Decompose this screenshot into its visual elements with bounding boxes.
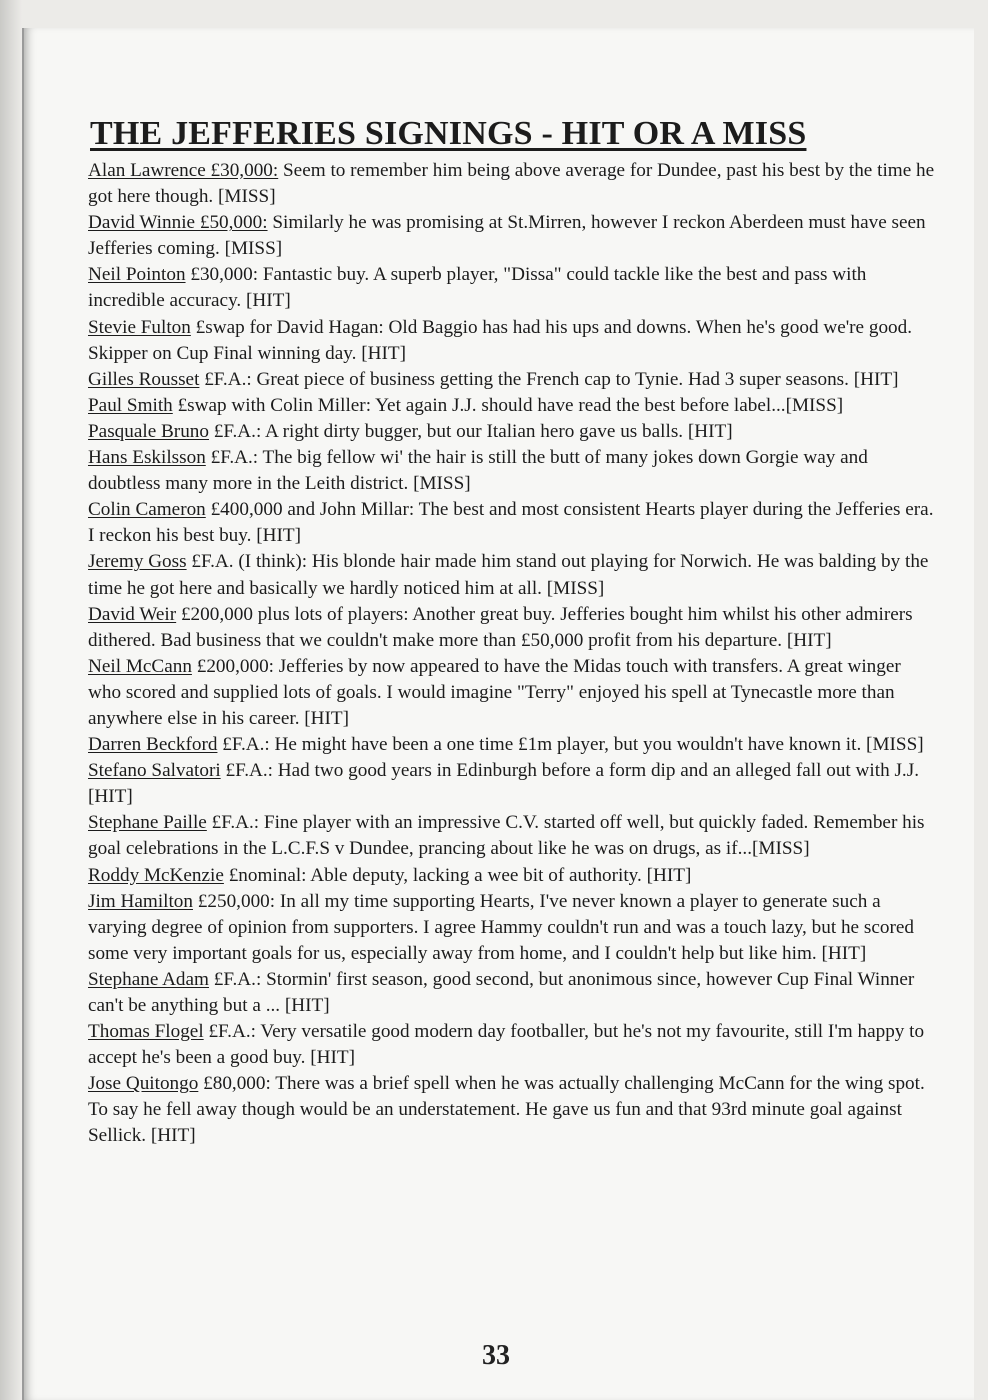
player-name: Neil McCann (88, 655, 192, 677)
signing-comment: £nominal: Able deputy, lacking a wee bit of authority. [HIT] (223, 864, 692, 886)
player-name: Hans Eskilsson (88, 447, 206, 469)
player-name: Stephane Adam (88, 968, 209, 990)
signing-comment: £F.A.: Stormin' first season, good second, but anonimous since, however Cup Final Winner can't be anything but a ... [HIT] (88, 968, 915, 1016)
signing-comment: £swap for David Hagan: Old Baggio has had his ups and downs. When he's good we're good. Skipper on Cup Final winning day. [HIT] (88, 316, 913, 364)
player-name: Thomas Flogel (88, 1021, 204, 1043)
player-name: Stefano Salvatori (88, 760, 221, 782)
article (88, 112, 938, 1150)
player-name: Jose Quitongo (88, 1073, 199, 1095)
signing-entry (88, 810, 938, 862)
article-title: THE JEFFERIES SIGNINGS - HIT OR A MISS (90, 115, 807, 152)
binding-shadow (0, 0, 22, 1400)
signing-entry (88, 419, 938, 445)
signing-comment: £30,000: Fantastic buy. A superb player, "Dissa" could tackle like the best and pass with incredible accuracy. [HIT] (88, 264, 867, 312)
player-name: Colin Cameron (88, 499, 206, 521)
signing-entry (88, 758, 938, 810)
player-name: Darren Beckford (88, 734, 218, 756)
signing-entry (88, 1019, 938, 1071)
signing-entry (88, 602, 938, 654)
player-name: Jim Hamilton (88, 890, 193, 912)
signing-comment: £F.A.: Fine player with an impressive C.V. started off well, but quickly faded. Remember his goal celebrations in the L.C.F.S v Dundee, prancing about like he was on drugs, as if...[MISS] (88, 812, 925, 860)
player-name: Paul Smith (88, 394, 173, 416)
signing-comment: £F.A.: Very versatile good modern day footballer, but he's not my favourite, still I'm happy to accept he's been a good buy. [HIT] (88, 1021, 925, 1069)
player-name: Stephane Paille (88, 812, 207, 834)
signing-comment: £200,000 plus lots of players: Another great buy. Jefferies bought him whilst his other admirers dithered. Bad business that we couldn't make more than £50,000 profit from his departure. [HIT] (88, 603, 913, 651)
signing-comment: £200,000: Jefferies by now appeared to have the Midas touch with transfers. A great winger who scored and supplied lots of goals. I would imagine "Terry" enjoyed his spell at Tynecastle more than anywhere else in his career. [HIT] (88, 655, 901, 729)
player-name: Pasquale Bruno (88, 420, 209, 442)
signing-entry (88, 889, 938, 967)
player-name: David Winnie £50,000: (88, 212, 268, 234)
signing-comment: £F.A.: He might have been a one time £1m player, but you wouldn't have known it. [MISS] (217, 734, 924, 756)
signing-entry (88, 549, 938, 601)
signing-entry (88, 210, 938, 262)
signing-entry (88, 367, 938, 393)
signing-comment: £F.A.: The big fellow wi' the hair is still the butt of many jokes down Gorgie way and doubtless many more in the Leith district. [MISS] (88, 447, 868, 495)
signing-comment: £80,000: There was a brief spell when he was actually challenging McCann for the wing spot. To say he fell away though would be an understatement. He gave us fun and that 93rd minute goal against Sellick. [HIT] (88, 1073, 925, 1147)
signing-entry (88, 158, 938, 210)
signings-list (88, 158, 938, 1150)
signing-entry (88, 654, 938, 732)
signing-entry (88, 1071, 938, 1149)
signing-entry (88, 497, 938, 549)
signing-comment: £F.A.: Great piece of business getting the French cap to Tynie. Had 3 super seasons. [HIT] (199, 368, 899, 390)
player-name: Jeremy Goss (88, 551, 187, 573)
signing-comment: £250,000: In all my time supporting Hearts, I've never known a player to generate such a varying degree of opinion from supporters. I agree Hammy couldn't run and was a touch lazy, but he scored some very important goals for us, especially away from home, and I couldn't help but like him. [HIT] (88, 890, 914, 964)
player-name: Neil Pointon (88, 264, 186, 286)
signing-entry (88, 445, 938, 497)
signing-comment: £F.A.: A right dirty bugger, but our Italian hero gave us balls. [HIT] (208, 420, 733, 442)
signing-entry (88, 393, 938, 419)
signing-entry (88, 967, 938, 1019)
signing-entry (88, 262, 938, 314)
page-number: 33 (482, 1340, 510, 1371)
player-name: Roddy McKenzie (88, 864, 224, 886)
signing-entry (88, 732, 938, 758)
signing-comment: £F.A.: Had two good years in Edinburgh before a form dip and an alleged fall out with J.J. [HIT] (88, 760, 919, 808)
signing-entry (88, 315, 938, 367)
player-name: Stevie Fulton (88, 316, 191, 338)
signing-comment: £F.A. (I think): His blonde hair made him stand out playing for Norwich. He was balding by the time he got here and basically we hardly noticed him at all. [MISS] (88, 551, 929, 599)
signing-entry (88, 863, 938, 889)
signing-comment: Seem to remember him being above average for Dundee, past his best by the time he got here though. [MISS] (88, 160, 935, 208)
player-name: Gilles Rousset (88, 368, 200, 390)
signing-comment: £400,000 and John Millar: The best and most consistent Hearts player during the Jefferies era. I reckon his best buy. [HIT] (88, 499, 934, 547)
signing-comment: £swap with Colin Miller: Yet again J.J. should have read the best before label...[MISS] (172, 394, 844, 416)
player-name: David Weir (88, 603, 177, 625)
player-name: Alan Lawrence £30,000: (88, 160, 279, 181)
signing-comment: Similarly he was promising at St.Mirren, however I reckon Aberdeen must have seen Jefferies coming. [MISS] (88, 212, 926, 260)
